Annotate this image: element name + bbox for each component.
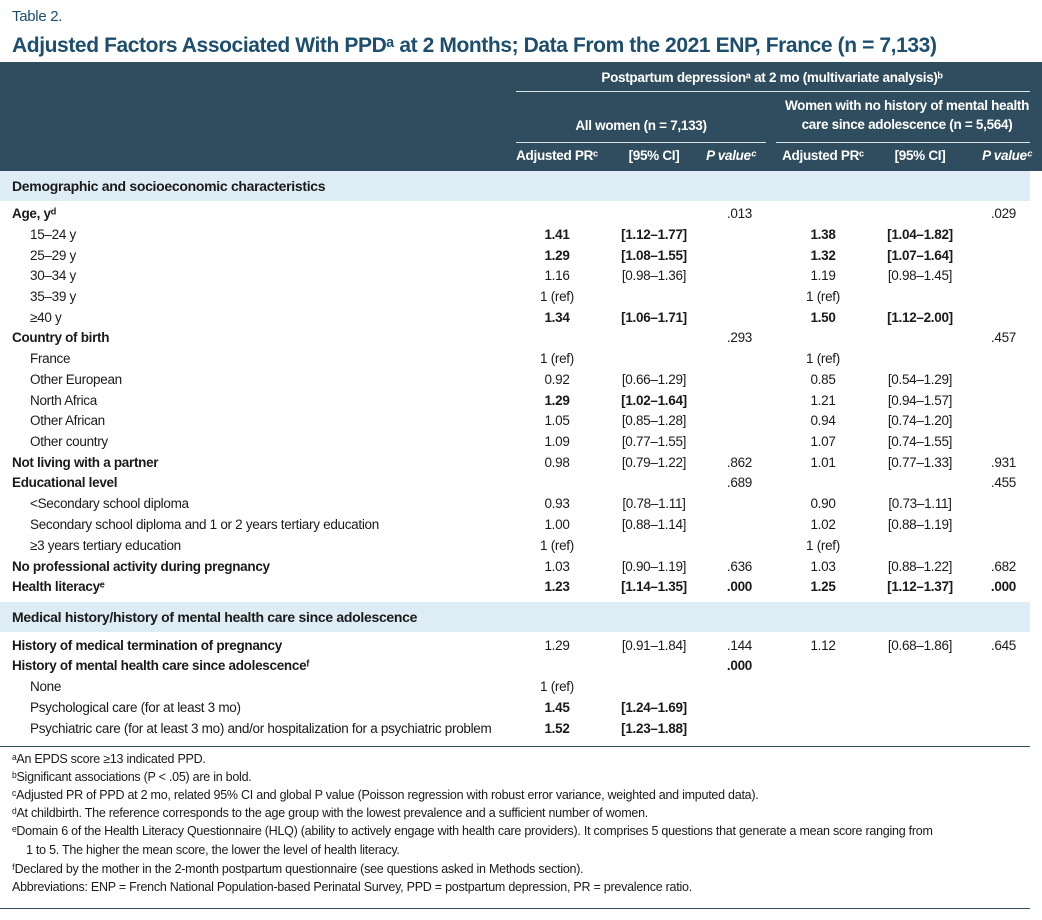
table-row xyxy=(0,328,1042,349)
table-row xyxy=(0,636,1042,657)
table-row xyxy=(0,349,1042,370)
p-value-all: .144 xyxy=(726,638,752,653)
row-label: <Secondary school diploma xyxy=(30,496,189,511)
table-row xyxy=(0,557,1042,578)
ci-all: [1.12–1.77] xyxy=(621,227,687,242)
section-label: Demographic and socioeconomic characteristics xyxy=(12,178,326,194)
footnote: ᶠDeclared by the mother in the 2-month postpartum questionnaire (see questions asked in Methods section). xyxy=(12,862,584,876)
row-label: Country of birth xyxy=(12,330,110,345)
ci-no-history: [1.12–2.00] xyxy=(887,310,953,325)
p-value-no-history: .931 xyxy=(990,455,1016,470)
row-label: North Africa xyxy=(30,393,97,408)
row-label: Psychological care (for at least 3 mo) xyxy=(30,700,241,715)
row-label: Psychiatric care (for at least 3 mo) and/or hospitalization for a psychiatric problem xyxy=(30,721,492,736)
row-label: Other African xyxy=(30,413,105,428)
header-group-label: Postpartum depressionᵃ at 2 mo (multivariate analysis)ᵇ xyxy=(601,70,943,85)
table-row xyxy=(0,698,1042,719)
row-label: Secondary school diploma and 1 or 2 years tertiary education xyxy=(30,517,379,532)
ci-no-history: [0.77–1.33] xyxy=(887,455,953,470)
adjusted-pr-all: 1 (ref) xyxy=(540,289,574,304)
table-row xyxy=(0,411,1042,432)
row-label: Not living with a partner xyxy=(12,455,159,470)
ci-no-history: [0.94–1.57] xyxy=(887,393,953,408)
p-value-no-history: .029 xyxy=(990,206,1016,221)
row-label: ≥3 years tertiary education xyxy=(30,538,181,553)
row-label: No professional activity during pregnancy xyxy=(12,559,270,574)
table-bottom-rule xyxy=(0,746,1030,747)
adjusted-pr-all: 1.29 xyxy=(544,248,570,263)
adjusted-pr-all: 1 (ref) xyxy=(540,538,574,553)
ci-no-history: [1.04–1.82] xyxy=(887,227,953,242)
adjusted-pr-all: 1.52 xyxy=(544,721,570,736)
footnote: ᵉDomain 6 of the Health Literacy Questionnaire (HLQ) (ability to actively engage with health care providers). It comprises 5 questions that generate a mean score ranging from xyxy=(12,824,933,838)
section-demographic xyxy=(0,171,1030,201)
row-label: 15–24 y xyxy=(30,227,76,242)
p-value-no-history: .000 xyxy=(990,579,1016,594)
footnote: ᵈAt childbirth. The reference corresponds to the age group with the lowest prevalence and a sufficient number of women. xyxy=(12,806,648,820)
header-adjusted-pr-2: Adjusted PRᶜ xyxy=(782,148,864,163)
ci-all: [1.14–1.35] xyxy=(621,579,687,594)
p-value-all: .293 xyxy=(726,330,752,345)
table-row xyxy=(0,225,1042,246)
table-row xyxy=(0,656,1042,677)
table-row xyxy=(0,246,1042,267)
adjusted-pr-no-history: 1.38 xyxy=(810,227,836,242)
footnote: 1 to 5. The higher the mean score, the lower the level of health literacy. xyxy=(26,843,400,857)
adjusted-pr-no-history: 0.94 xyxy=(810,413,836,428)
table-row xyxy=(0,719,1042,740)
ci-all: [0.91–1.84] xyxy=(621,638,687,653)
row-label: Educational level xyxy=(12,475,118,490)
ci-no-history: [0.98–1.45] xyxy=(887,268,953,283)
adjusted-pr-no-history: 1 (ref) xyxy=(806,289,840,304)
adjusted-pr-no-history: 1.21 xyxy=(810,393,836,408)
adjusted-pr-all: 1.45 xyxy=(544,700,570,715)
adjusted-pr-no-history: 1.03 xyxy=(810,559,836,574)
p-value-all: .636 xyxy=(726,559,752,574)
ci-no-history: [0.74–1.20] xyxy=(887,413,953,428)
ci-no-history: [0.68–1.86] xyxy=(887,638,953,653)
adjusted-pr-all: 1.34 xyxy=(544,310,570,325)
table-row xyxy=(0,204,1042,225)
row-label: Other European xyxy=(30,372,122,387)
table-row xyxy=(0,515,1042,536)
footnote: ᵃAn EPDS score ≥13 indicated PPD. xyxy=(12,752,206,766)
header-ci-2: [95% CI] xyxy=(894,148,946,163)
ci-all: [0.78–1.11] xyxy=(622,496,686,511)
header-no-history-line1: Women with no history of mental health xyxy=(784,98,1030,113)
table-row xyxy=(0,391,1042,412)
ci-all: [0.98–1.36] xyxy=(621,268,687,283)
row-label: Age, yᵈ xyxy=(12,206,56,221)
adjusted-pr-no-history: 1.12 xyxy=(810,638,836,653)
adjusted-pr-all: 1.09 xyxy=(544,434,570,449)
p-value-all: .000 xyxy=(726,658,752,673)
p-value-no-history: .457 xyxy=(990,330,1016,345)
p-value-no-history: .682 xyxy=(990,559,1016,574)
adjusted-pr-all: 1.03 xyxy=(544,559,570,574)
ci-all: [1.06–1.71] xyxy=(621,310,687,325)
adjusted-pr-no-history: 1.01 xyxy=(810,455,836,470)
row-label: History of medical termination of pregnancy xyxy=(12,638,282,653)
p-value-all: .013 xyxy=(726,206,752,221)
adjusted-pr-all: 1 (ref) xyxy=(540,679,574,694)
table-row xyxy=(0,308,1042,329)
table-row xyxy=(0,370,1042,391)
ci-all: [0.85–1.28] xyxy=(621,413,687,428)
row-label: History of mental health care since adolescenceᶠ xyxy=(12,658,310,673)
adjusted-pr-no-history: 0.90 xyxy=(810,496,836,511)
table-row xyxy=(0,473,1042,494)
row-label: Health literacyᵉ xyxy=(12,579,105,594)
table-row xyxy=(0,266,1042,287)
ci-no-history: [0.88–1.19] xyxy=(887,517,953,532)
p-value-all: .000 xyxy=(726,579,752,594)
p-value-all: .862 xyxy=(726,455,752,470)
adjusted-pr-all: 1.41 xyxy=(544,227,570,242)
header-ci-1: [95% CI] xyxy=(628,148,680,163)
table-row xyxy=(0,577,1042,598)
table-label: Table 2. xyxy=(12,8,63,25)
header-no-history-line2: care since adolescence (n = 5,564) xyxy=(801,117,1013,132)
adjusted-pr-all: 0.98 xyxy=(544,455,570,470)
p-value-no-history: .645 xyxy=(990,638,1016,653)
p-value-all: .689 xyxy=(726,475,752,490)
table-row xyxy=(0,453,1042,474)
ci-no-history: [1.12–1.37] xyxy=(887,579,953,594)
row-label: 25–29 y xyxy=(30,248,76,263)
section-medical-history xyxy=(0,602,1030,632)
footnote-bottom-rule xyxy=(0,908,1030,909)
ci-all: [1.24–1.69] xyxy=(621,700,687,715)
row-label: Other country xyxy=(30,434,108,449)
header-p-value-1: P valueᶜ xyxy=(706,148,756,163)
footnote: ᶜAdjusted PR of PPD at 2 mo, related 95% CI and global P value (Poisson regression with robust error variance, weighted and imputed data). xyxy=(12,788,759,802)
adjusted-pr-no-history: 1.19 xyxy=(810,268,836,283)
adjusted-pr-all: 1.29 xyxy=(544,638,570,653)
header-all-women: All women (n = 7,133) xyxy=(575,118,707,133)
section-label: Medical history/history of mental health care since adolescence xyxy=(12,609,418,625)
adjusted-pr-no-history: 0.85 xyxy=(810,372,836,387)
table-row xyxy=(0,287,1042,308)
adjusted-pr-no-history: 1.32 xyxy=(810,248,836,263)
adjusted-pr-no-history: 1.02 xyxy=(810,517,836,532)
ci-no-history: [0.88–1.22] xyxy=(887,559,953,574)
adjusted-pr-all: 1.29 xyxy=(544,393,570,408)
ci-no-history: [0.54–1.29] xyxy=(887,372,953,387)
table-row xyxy=(0,494,1042,515)
adjusted-pr-no-history: 1 (ref) xyxy=(806,351,840,366)
ci-all: [0.66–1.29] xyxy=(621,372,687,387)
adjusted-pr-no-history: 1 (ref) xyxy=(806,538,840,553)
table-header xyxy=(0,62,1042,171)
ci-all: [0.77–1.55] xyxy=(621,434,687,449)
ci-all: [0.88–1.14] xyxy=(621,517,687,532)
ci-no-history: [0.73–1.11] xyxy=(888,496,952,511)
ci-no-history: [0.74–1.55] xyxy=(887,434,953,449)
ci-all: [1.23–1.88] xyxy=(621,721,687,736)
row-label: None xyxy=(30,679,62,694)
ci-all: [0.79–1.22] xyxy=(621,455,687,470)
row-label: France xyxy=(30,351,71,366)
adjusted-pr-all: 0.92 xyxy=(544,372,570,387)
row-label: ≥40 y xyxy=(30,310,62,325)
footnote: Abbreviations: ENP = French National Population-based Perinatal Survey, PPD = postpartum depression, PR = prevalence ratio. xyxy=(12,880,692,894)
table-title: Adjusted Factors Associated With PPDᵃ at 2 Months; Data From the 2021 ENP, France (n = 7,133) xyxy=(12,34,937,57)
adjusted-pr-no-history: 1.25 xyxy=(810,579,836,594)
adjusted-pr-all: 1 (ref) xyxy=(540,351,574,366)
adjusted-pr-all: 1.16 xyxy=(544,268,570,283)
row-label: 35–39 y xyxy=(30,289,76,304)
row-label: 30–34 y xyxy=(30,268,76,283)
adjusted-pr-no-history: 1.07 xyxy=(810,434,836,449)
ci-no-history: [1.07–1.64] xyxy=(887,248,953,263)
ci-all: [1.02–1.64] xyxy=(621,393,687,408)
ci-all: [1.08–1.55] xyxy=(621,248,687,263)
ci-all: [0.90–1.19] xyxy=(621,559,687,574)
p-value-no-history: .455 xyxy=(990,475,1016,490)
adjusted-pr-all: 0.93 xyxy=(544,496,570,511)
footnote: ᵇSignificant associations (P < .05) are in bold. xyxy=(12,770,252,784)
table-row xyxy=(0,536,1042,557)
adjusted-pr-all: 1.23 xyxy=(544,579,570,594)
header-adjusted-pr-1: Adjusted PRᶜ xyxy=(516,148,598,163)
table-row xyxy=(0,432,1042,453)
adjusted-pr-no-history: 1.50 xyxy=(810,310,836,325)
table-row xyxy=(0,677,1042,698)
adjusted-pr-all: 1.05 xyxy=(544,413,570,428)
adjusted-pr-all: 1.00 xyxy=(544,517,570,532)
header-p-value-2: P valueᶜ xyxy=(982,148,1032,163)
